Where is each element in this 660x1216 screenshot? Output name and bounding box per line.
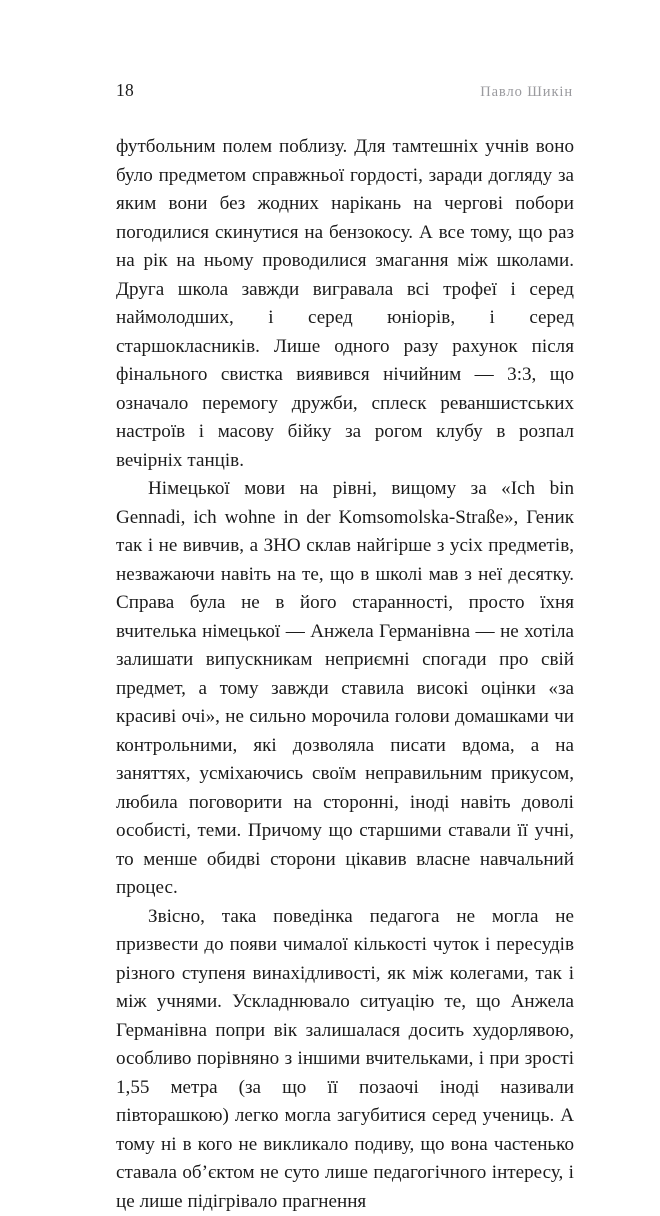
running-head-author: Павло Шикін — [480, 84, 573, 101]
body-text-block — [116, 133, 574, 1216]
running-head — [116, 80, 573, 104]
page-number: 18 — [116, 80, 134, 101]
paragraph-1: футбольним полем поблизу. Для тамтешніх учнів воно було предметом справжньої гордості, заради догляду за яким вони без жодних нарікань на чергові побори погодилися скинутися на бензокосу. А все тому, що раз на рік на ньому проводилися змагання між школами. Друга школа завжди вигравала всі трофеї і серед наймолодших, і серед юніорів, і серед старшокласників. Лише одного разу рахунок після фінального свистка виявився нічийним — 3:3, що означало перемогу дружби, сплеск реваншистських настроїв і масову бійку за рогом клубу в розпал вечірніх танців. — [116, 133, 574, 475]
paragraph-2: Німецької мови на рівні, вищому за «Ich bin Gennadi, ich wohne in der Komsomolska-Straße», Геник так і не вивчив, а ЗНО склав найгірше з усіх предметів, незважаючи навіть на те, що в школі мав з неї десятку. Справа була не в його старанності, просто їхня вчителька німецької — Анжела Германівна — не хотіла залишати випускникам неприємні спогади про свій предмет, а тому завжди ставила високі оцінки «за красиві очі», не сильно морочила голови домашками чи контрольними, які дозволяла писати вдома, а на заняттях, усміхаючись своїм неправильним прикусом, любила поговорити на сторонні, іноді навіть доволі особисті, теми. Причому що старшими ставали її учні, то менше обидві сторони цікавив власне навчальний процес. — [116, 475, 574, 903]
paragraph-3: Звісно, така поведінка педагога не могла не призвести до появи чималої кількості чуток і пересудів різного ступеня винахідливості, як між колегами, так і між учнями. Ускладнювало ситуацію те, що Анжела Германівна попри вік залишалася досить худорлявою, особливо порівняно з іншими вчительками, і при зрості 1,55 метра (за що її позаочі іноді називали півторашкою) легко могла загубитися серед учениць. А тому ні в кого не викликало подиву, що вона частенько ставала об’єктом не суто лише педагогічного інтересу, і це лише підігрівало прагнення — [116, 903, 574, 1216]
